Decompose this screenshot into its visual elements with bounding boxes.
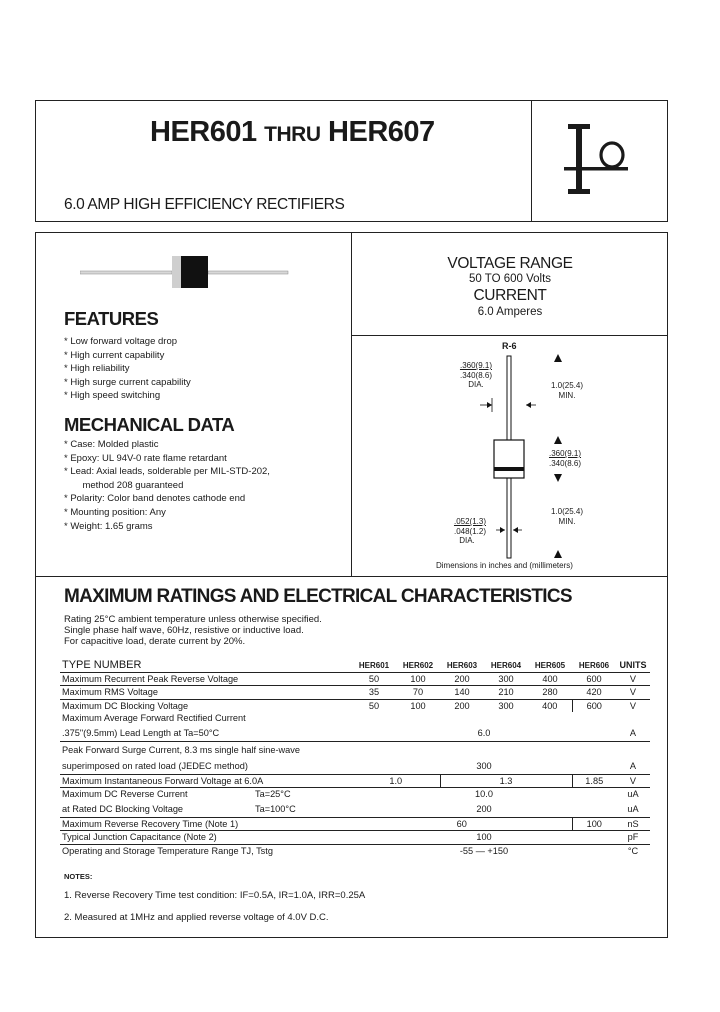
logo-mark-icon [552,120,642,200]
note-item: 1. Reverse Recovery Time test condition: IF=0.5A, IR=1.0A, IRR=0.25A [64,890,366,901]
diode-illustration [80,252,290,292]
table-row: Maximum Average Forward Rectified Current [62,713,246,724]
table-row: Maximum Recurrent Peak Reverse Voltage 50 100 200 300 400 600 V [60,672,650,686]
dimensions-footnote: Dimensions in inches and (millimeters) [436,561,573,570]
title-divider [531,100,532,222]
list-item: * Mounting position: Any [64,506,166,518]
column-header: UNITS [619,660,647,671]
table-row: Maximum DC Blocking Voltage 50 100 200 300 400 600 V [60,699,650,712]
right-divider [351,335,668,336]
column-header: HER603 [446,660,478,670]
column-header: HER601 [358,660,390,670]
table-row: Maximum Reverse Recovery Time (Note 1) 60 100 nS [60,817,650,831]
list-item: * Polarity: Color band denotes cathode end [64,493,246,505]
lead-length-bottom-label: 1.0(25.4) MIN. [550,507,584,526]
table-row: at Rated DC Blocking Voltage Ta=100°C 200 uA [62,803,639,814]
table-header-row [60,659,650,672]
table-row: .375"(9.5mm) Lead Length at Ta=50°C 6.0 A [62,727,637,738]
features-heading: FEATURES [64,308,159,329]
table-row: Typical Junction Capacitance (Note 2) 100 pF [60,831,650,845]
lead-dia-label: .052(1.3) .048(1.2) DIA. [453,517,486,545]
voltage-range-value: 50 TO 600 Volts [468,273,552,285]
list-item: method 208 guaranteed [64,479,184,491]
list-item: * High surge current capability [64,376,191,388]
column-header: HER605 [534,660,566,670]
page-title: HER601 THRU HER607 [150,116,435,148]
package-label: R-6 [502,341,517,351]
list-item: * Weight: 1.65 grams [64,520,153,532]
note-item: 2. Measured at 1MHz and applied reverse voltage of 4.0V D.C. [64,912,329,923]
table-row: Maximum DC Reverse Current Ta=25°C 10.0 uA [60,788,650,801]
list-item: * Case: Molded plastic [64,439,159,450]
current-heading: CURRENT [473,287,547,304]
list-item: * High current capability [64,349,165,361]
column-header: HER606 [578,660,610,670]
list-item: * Lead: Axial leads, solderable per MIL-STD-202, [64,466,270,478]
section-divider [35,576,668,577]
page-subtitle: 6.0 AMP HIGH EFFICIENCY RECTIFIERS [64,196,345,213]
list-item: * High speed switching [64,390,161,402]
current-value: 6.0 Amperes [477,306,543,318]
table-row: Maximum Instantaneous Forward Voltage at 6.0A 1.0 1.3 1.85 V [60,774,650,788]
table-row: Peak Forward Surge Current, 8.3 ms single half sine-wave [60,741,650,758]
column-header: HER604 [490,660,522,670]
notes-heading: NOTES: [64,872,93,881]
ratings-table [60,659,650,857]
company-logo [552,120,642,200]
list-item: * High reliability [64,363,130,375]
type-number-label: TYPE NUMBER [62,659,142,672]
axial-diode-icon [80,252,290,292]
features-list [64,335,191,403]
mechanical-list [64,438,270,533]
voltage-range-heading: VOLTAGE RANGE [447,255,573,272]
table-row: superimposed on rated load (JEDEC method) 300 A [62,760,637,771]
mechanical-heading: MECHANICAL DATA [64,414,235,435]
rating-conditions: Rating 25°C ambient temperature unless otherwise specified. Single phase half wave, 60Hz, resistive or inductive load. For capacitive load, derate current by 20%. [64,614,322,647]
body-dia-label: .360(9.1) .340(8.6) DIA. [459,361,492,389]
body-length-label: .360(9.1) .340(8.6) [548,449,582,468]
list-item: * Epoxy: UL 94V-0 rate flame retardant [64,452,227,464]
table-row: Operating and Storage Temperature Range TJ, Tstg -55 — +150 °C [60,844,650,857]
list-item: * Low forward voltage drop [64,336,178,347]
lead-length-top-label: 1.0(25.4) MIN. [550,381,584,400]
table-row: Maximum RMS Voltage 35 70 140 210 280 420 V [60,686,650,700]
column-header: HER602 [402,660,434,670]
ratings-title: MAXIMUM RATINGS AND ELECTRICAL CHARACTERISTICS [64,586,572,607]
